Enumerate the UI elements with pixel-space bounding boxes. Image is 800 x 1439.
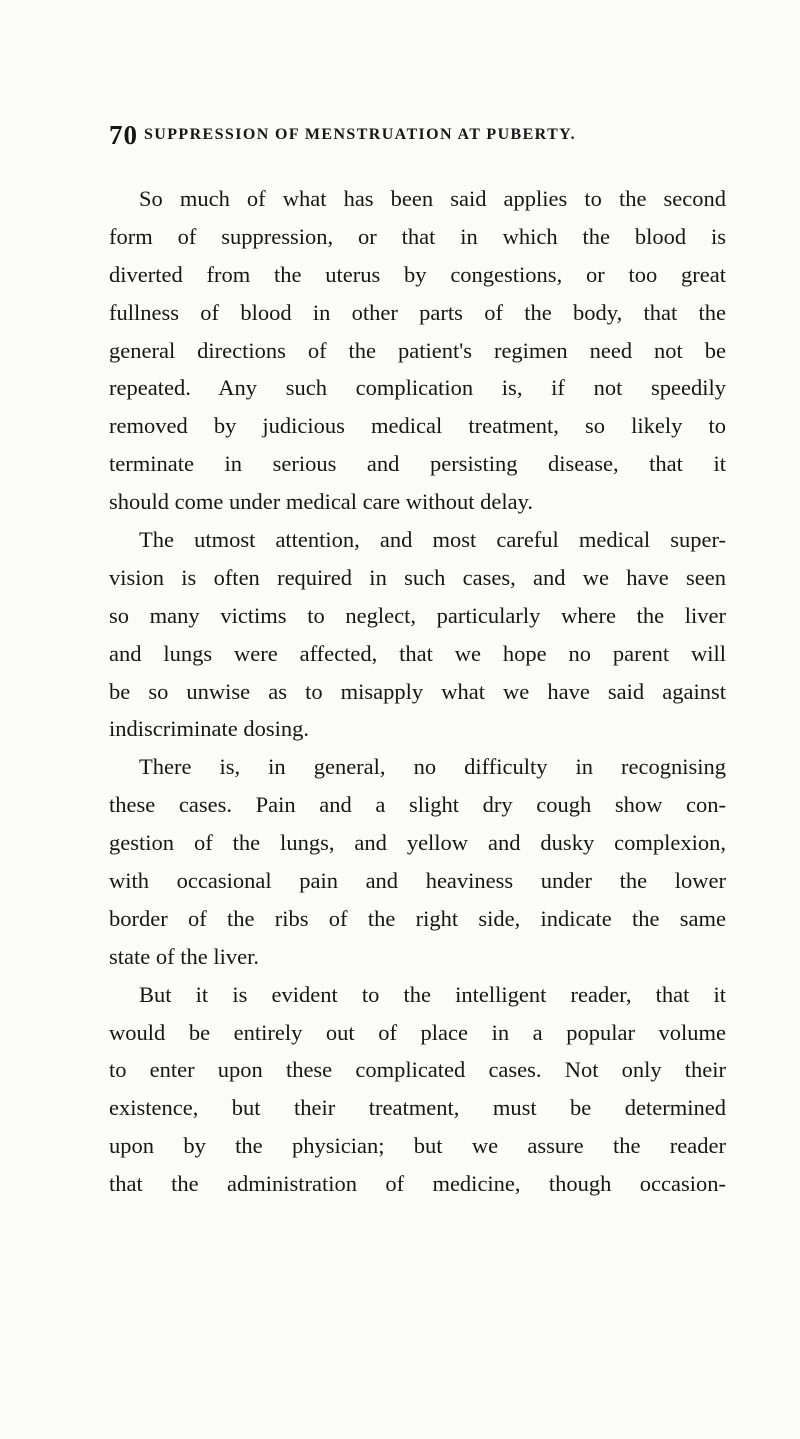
text-line: state of the liver. [109,943,259,969]
text-line: vision is often required in such cases, and we have seen [109,564,726,590]
text-line: and lungs were affected, that we hope no parent will [109,640,726,666]
text-line: general directions of the patient's regimen need not be [109,337,726,363]
running-head-title: SUPPRESSION OF MENSTRUATION AT PUBERTY. [144,126,577,143]
text-line: existence, but their treatment, must be determined [109,1095,726,1121]
text-line: that the administration of medicine, though occasion- [109,1171,726,1197]
text-line: But it is evident to the intelligent reader, that it [139,981,726,1007]
text-line: So much of what has been said applies to the second [139,186,726,211]
text-line: The utmost attention, and most careful medical super- [139,527,726,553]
text-line: border of the ribs of the right side, indicate the same [109,905,726,931]
text-line: form of suppression, or that in which the blood is [109,223,726,249]
text-line: be so unwise as to misapply what we have said against [109,678,726,704]
page-number: 70 [109,120,138,150]
body-text [109,180,726,1203]
running-head [109,120,729,152]
text-line: upon by the physician; but we assure the reader [109,1133,726,1159]
text-line: these cases. Pain and a slight dry cough show con- [109,792,726,818]
text-line: should come under medical care without delay. [109,489,534,515]
text-line: repeated. Any such complication is, if not speedily [109,375,726,401]
text-line: indiscriminate dosing. [109,716,309,742]
text-line: to enter upon these complicated cases. Not only their [109,1057,726,1083]
text-line: terminate in serious and persisting disease, that it [109,451,726,477]
text-line: gestion of the lungs, and yellow and dusky complexion, [109,830,726,856]
text-line: There is, in general, no difficulty in recognising [139,754,726,780]
text-line: diverted from the uterus by congestions, or too great [109,261,726,287]
text-line: with occasional pain and heaviness under the lower [109,868,726,894]
text-line: so many victims to neglect, particularly where the liver [109,602,726,628]
text-line: would be entirely out of place in a popular volume [109,1019,726,1045]
text-line: fullness of blood in other parts of the body, that the [109,299,726,325]
text-line: removed by judicious medical treatment, so likely to [109,413,726,439]
